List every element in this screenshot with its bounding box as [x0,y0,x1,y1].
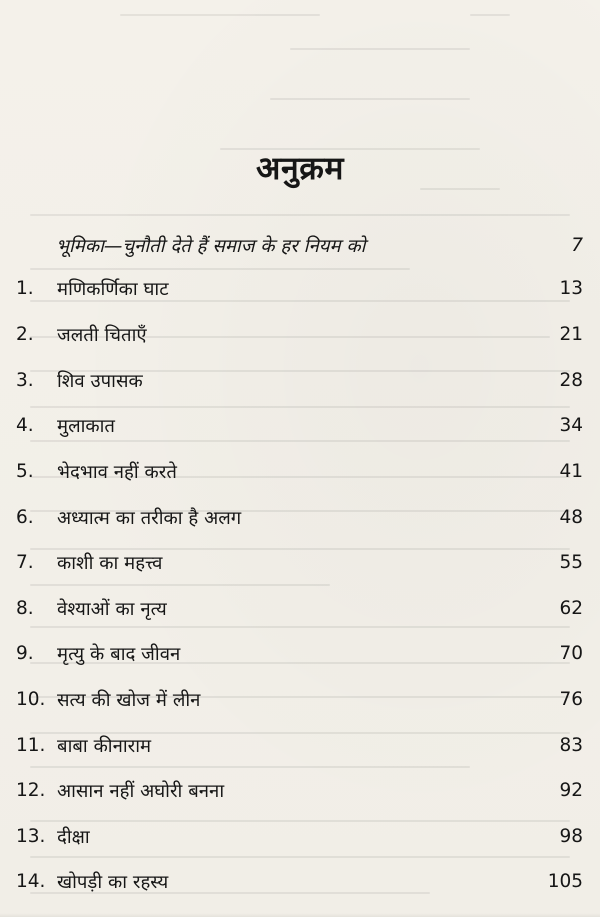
toc-entry[interactable] [0,638,600,668]
toc-entry-page-number: 55 [559,551,583,573]
toc-entry[interactable] [0,866,600,896]
toc-entry-title: मृत्यु के बाद जीवन [57,643,181,665]
toc-entry-title: मणिकर्णिका घाट [57,278,169,300]
toc-entry-page-number: 70 [559,642,583,664]
toc-entry[interactable] [0,456,600,486]
toc-entry-page-number: 105 [547,870,583,892]
toc-entry-number: 5. [16,460,34,482]
toc-entry[interactable] [0,319,600,349]
toc-entry[interactable] [0,730,600,760]
toc-entry-number: 14. [16,870,46,892]
toc-entry-number: 2. [16,323,34,345]
toc-entry-number: 12. [16,779,46,801]
toc-entry[interactable] [0,365,600,395]
toc-entry[interactable] [0,410,600,440]
toc-entry-page-number: 98 [559,825,583,847]
toc-entry-number: 4. [16,414,34,436]
toc-entry-page-number: 13 [559,277,583,299]
toc-entry-title: भेदभाव नहीं करते [57,461,177,483]
toc-entry[interactable] [0,273,600,303]
toc-entry-title: मुलाकात [57,415,115,437]
toc-entry-title: बाबा कीनाराम [57,735,152,757]
toc-entry-page-number: 48 [559,506,583,528]
toc-entry-title: अध्यात्म का तरीका है अलग [57,507,242,529]
toc-entry-title: खोपड़ी का रहस्य [57,871,169,893]
toc-entry-number: 1. [16,277,34,299]
toc-entry-page-number: 83 [559,734,583,756]
toc-entry-number: 3. [16,369,34,391]
toc-entry-title: दीक्षा [57,826,90,848]
toc-entry-number: 10. [16,688,46,710]
toc-entry-title: वेश्याओं का नृत्य [57,598,167,620]
toc-intro-page-number: 7 [571,234,583,256]
toc-entry-page-number: 34 [559,414,583,436]
toc-entry-number: 13. [16,825,46,847]
page-edge-shadow [0,913,600,917]
toc-entry-page-number: 21 [559,323,583,345]
toc-entry-page-number: 92 [559,779,583,801]
toc-intro-entry[interactable] [56,230,583,260]
toc-entry[interactable] [0,502,600,532]
toc-entry[interactable] [0,775,600,805]
toc-entry-title: आसान नहीं अघोरी बनना [57,780,225,802]
toc-entry-title: जलती चिताएँ [57,324,147,346]
toc-entry-page-number: 41 [559,460,583,482]
toc-entry-number: 7. [16,551,34,573]
toc-entry-page-number: 76 [559,688,583,710]
toc-entry-page-number: 62 [559,597,583,619]
toc-entry-number: 9. [16,642,34,664]
toc-entry-number: 11. [16,734,46,756]
toc-entry-number: 6. [16,506,34,528]
toc-entry[interactable] [0,821,600,851]
toc-entry[interactable] [0,684,600,714]
toc-entry-number: 8. [16,597,34,619]
toc-entry-page-number: 28 [559,369,583,391]
toc-intro-label: भूमिका—चुनौती देते हैं समाज के हर नियम को [56,235,366,257]
toc-entry-title: शिव उपासक [57,370,143,392]
toc-entry-title: सत्य की खोज में लीन [57,689,201,711]
page-title: अनुक्रम [256,149,344,187]
toc-entry[interactable] [0,547,600,577]
toc-entry-title: काशी का महत्त्व [57,552,163,574]
toc-entry[interactable] [0,593,600,623]
